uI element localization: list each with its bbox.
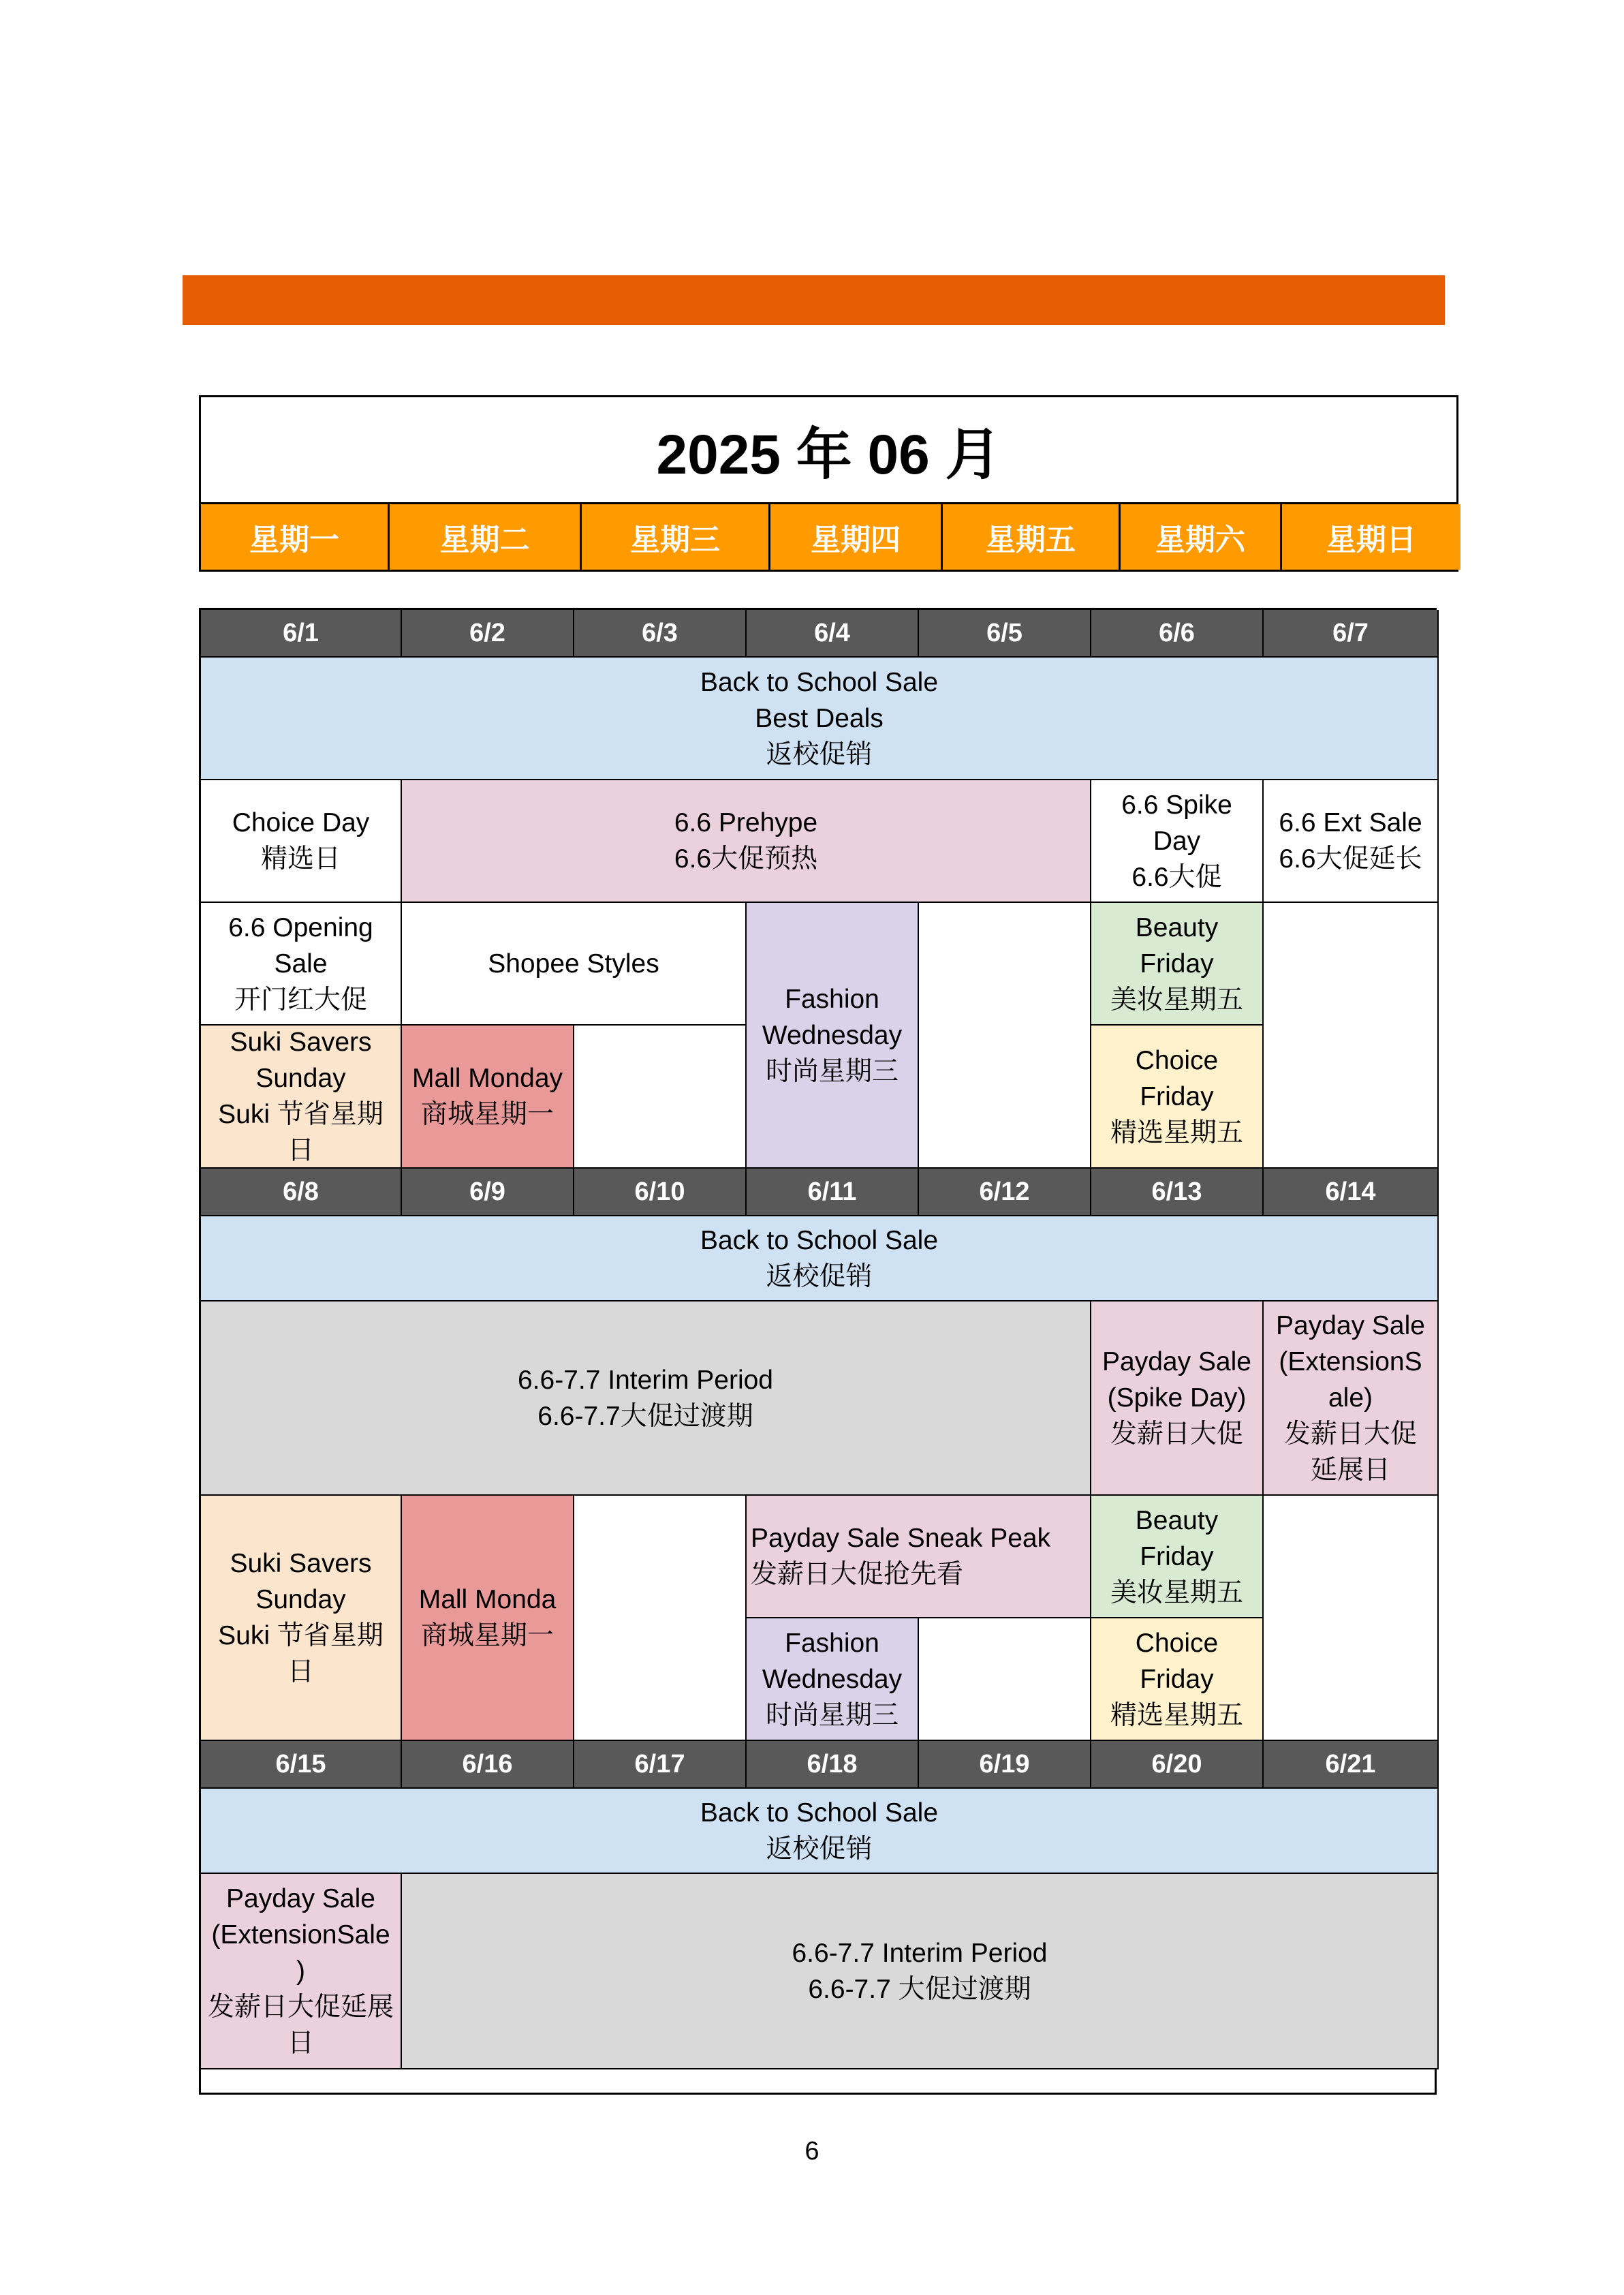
date-cell: 6/16	[402, 1741, 574, 1789]
event-line: Sunday	[255, 1064, 346, 1093]
weekday-wednesday: 星期三	[582, 504, 770, 570]
date-cell: 6/10	[574, 1169, 747, 1216]
event-line: Suki Savers	[230, 1028, 372, 1057]
empty-cell	[574, 1496, 747, 1741]
event-line: Shopee Styles	[488, 949, 659, 979]
event-line: 美妆星期五	[1110, 985, 1243, 1015]
event-beauty-friday	[1091, 903, 1264, 1026]
event-payday-extension	[1264, 1301, 1439, 1496]
event-line: 发薪日大促延展	[207, 1992, 394, 2022]
event-line: Wednesday	[762, 1020, 903, 1050]
page-number: 6	[805, 2137, 819, 2166]
event-line: 6.6 Prehype	[674, 808, 818, 837]
weekday-monday: 星期一	[201, 504, 390, 570]
event-line: 发薪日大促	[1283, 1419, 1417, 1449]
event-line: Mall Monda	[418, 1585, 557, 1614]
event-opening-sale	[201, 903, 402, 1026]
date-cell: 6/21	[1264, 1741, 1439, 1789]
event-line: 6.6-7.7 大促过渡期	[808, 1974, 1031, 2004]
date-cell: 6/12	[919, 1169, 1091, 1216]
date-cell: 6/20	[1091, 1741, 1264, 1789]
empty-cell	[1264, 903, 1439, 1169]
date-cell: 6/6	[1091, 610, 1264, 658]
event-line: Beauty	[1135, 1505, 1219, 1535]
event-fashion-wednesday	[747, 903, 919, 1169]
event-line: 返校促销	[766, 1834, 873, 1864]
event-line: 发薪日大促抢先看	[751, 1560, 964, 1589]
event-choice-friday	[1091, 1026, 1264, 1169]
event-mall-monday	[402, 1496, 574, 1741]
weekday-thursday: 星期四	[770, 504, 943, 570]
event-line: Suki 节省星期	[218, 1100, 384, 1129]
event-choice-friday	[1091, 1618, 1264, 1741]
event-line: 返校促销	[766, 1261, 873, 1291]
event-fashion-wednesday	[747, 1618, 919, 1741]
event-line: 美妆星期五	[1110, 1577, 1243, 1607]
weekday-tuesday: 星期二	[390, 504, 582, 570]
date-cell: 6/15	[201, 1741, 402, 1789]
event-line: 延展日	[1310, 1455, 1390, 1485]
event-line: Friday	[1140, 1081, 1214, 1111]
event-line: (Spike Day)	[1107, 1383, 1247, 1413]
event-suki-savers-sunday	[201, 1026, 402, 1169]
event-payday-spike-day	[1091, 1301, 1264, 1496]
empty-cell	[919, 903, 1091, 1169]
weekday-friday: 星期五	[943, 504, 1121, 570]
event-interim-period	[402, 1874, 1439, 2069]
event-line: 6.6 Ext Sale	[1279, 808, 1422, 837]
event-line: 精选星期五	[1110, 1118, 1243, 1148]
date-cell: 6/14	[1264, 1169, 1439, 1216]
event-line: 6.6-7.7大促过渡期	[537, 1401, 753, 1431]
event-line: 精选星期五	[1110, 1700, 1243, 1730]
event-line: )	[296, 1956, 305, 1986]
event-line: Payday Sale	[226, 1884, 375, 1913]
event-line: 6.6 Spike	[1121, 790, 1232, 820]
event-line: 6.6大促预热	[674, 844, 818, 874]
event-back-to-school	[201, 1216, 1439, 1301]
event-back-to-school	[201, 658, 1439, 780]
empty-cell	[574, 1026, 747, 1169]
event-line: 发薪日大促	[1110, 1419, 1243, 1449]
event-line: Day	[1153, 826, 1201, 856]
empty-cell	[919, 1618, 1091, 1741]
event-line: Payday Sale	[1276, 1311, 1425, 1340]
event-line: 日	[287, 2029, 314, 2058]
event-line: Sunday	[255, 1585, 346, 1614]
date-cell: 6/9	[402, 1169, 574, 1216]
event-line: Friday	[1140, 1541, 1214, 1571]
event-line: ale)	[1328, 1383, 1373, 1413]
event-ext-sale	[1264, 780, 1439, 903]
event-back-to-school	[201, 1789, 1439, 1874]
date-cell: 6/17	[574, 1741, 747, 1789]
event-line: Choice Day	[232, 808, 370, 837]
event-line: Beauty	[1135, 912, 1219, 942]
event-line: Friday	[1140, 1664, 1214, 1694]
event-line: Back to School Sale	[700, 1798, 939, 1828]
event-line: 6.6大促延长	[1279, 844, 1422, 874]
event-line: 6.6 Opening	[228, 912, 373, 942]
event-line: (ExtensionSale	[211, 1920, 390, 1950]
event-line: Payday Sale	[1102, 1347, 1251, 1376]
event-line: Best Deals	[755, 703, 884, 733]
event-interim-period	[201, 1301, 1091, 1496]
calendar-grid	[199, 608, 1437, 2095]
weekday-header-row	[199, 502, 1458, 572]
event-line: 6.6-7.7 Interim Period	[792, 1938, 1048, 1968]
event-line: Sale	[274, 949, 328, 979]
event-line: 商城星期一	[420, 1621, 554, 1650]
event-choice-day	[201, 780, 402, 903]
date-cell: 6/3	[574, 610, 747, 658]
date-cell: 6/1	[201, 610, 402, 658]
event-line: Suki 节省星期	[218, 1621, 384, 1650]
date-cell: 6/5	[919, 610, 1091, 658]
event-line: Fashion	[785, 1628, 879, 1658]
empty-cell	[1264, 1496, 1439, 1741]
event-line: 6.6大促	[1131, 862, 1222, 892]
date-cell: 6/19	[919, 1741, 1091, 1789]
event-line: Suki Savers	[230, 1549, 372, 1578]
event-line: 开门红大促	[234, 985, 367, 1015]
event-line: 6.6-7.7 Interim Period	[517, 1365, 773, 1395]
event-line: Choice	[1135, 1628, 1219, 1658]
header-accent-bar	[183, 275, 1445, 325]
event-line: 商城星期一	[420, 1100, 554, 1129]
weekday-saturday: 星期六	[1121, 504, 1282, 570]
event-prehype	[402, 780, 1091, 903]
event-mall-monday	[402, 1026, 574, 1169]
date-cell: 6/18	[747, 1741, 919, 1789]
date-cell: 6/2	[402, 610, 574, 658]
event-payday-extension	[201, 1874, 402, 2069]
event-line: 返校促销	[766, 739, 873, 769]
event-line: Back to School Sale	[700, 1225, 939, 1255]
event-suki-savers-sunday	[201, 1496, 402, 1741]
date-cell: 6/4	[747, 610, 919, 658]
event-line: 精选日	[260, 844, 341, 874]
calendar-title-text: 2025 年 06 月	[656, 423, 1001, 486]
event-line: Choice	[1135, 1045, 1219, 1075]
event-line: 日	[287, 1136, 314, 1165]
weekday-sunday: 星期日	[1282, 504, 1461, 570]
date-cell: 6/8	[201, 1169, 402, 1216]
event-spike-day	[1091, 780, 1264, 903]
event-line: Mall Monday	[411, 1064, 563, 1093]
calendar-title	[199, 395, 1458, 504]
event-line: Fashion	[785, 984, 879, 1014]
event-line: 时尚星期三	[765, 1700, 899, 1730]
date-cell: 6/11	[747, 1169, 919, 1216]
event-line: Friday	[1140, 949, 1214, 979]
event-line: Payday Sale Sneak Peak	[751, 1524, 1051, 1553]
event-line: (ExtensionS	[1279, 1347, 1422, 1376]
event-line: Back to School Sale	[700, 667, 939, 697]
event-line: 日	[287, 1657, 314, 1686]
date-cell: 6/13	[1091, 1169, 1264, 1216]
event-line: 时尚星期三	[765, 1056, 899, 1086]
event-payday-sneak-peak	[747, 1496, 1091, 1618]
date-cell: 6/7	[1264, 610, 1439, 658]
event-shopee-styles	[402, 903, 747, 1026]
event-line: Wednesday	[762, 1664, 903, 1694]
event-beauty-friday	[1091, 1496, 1264, 1618]
